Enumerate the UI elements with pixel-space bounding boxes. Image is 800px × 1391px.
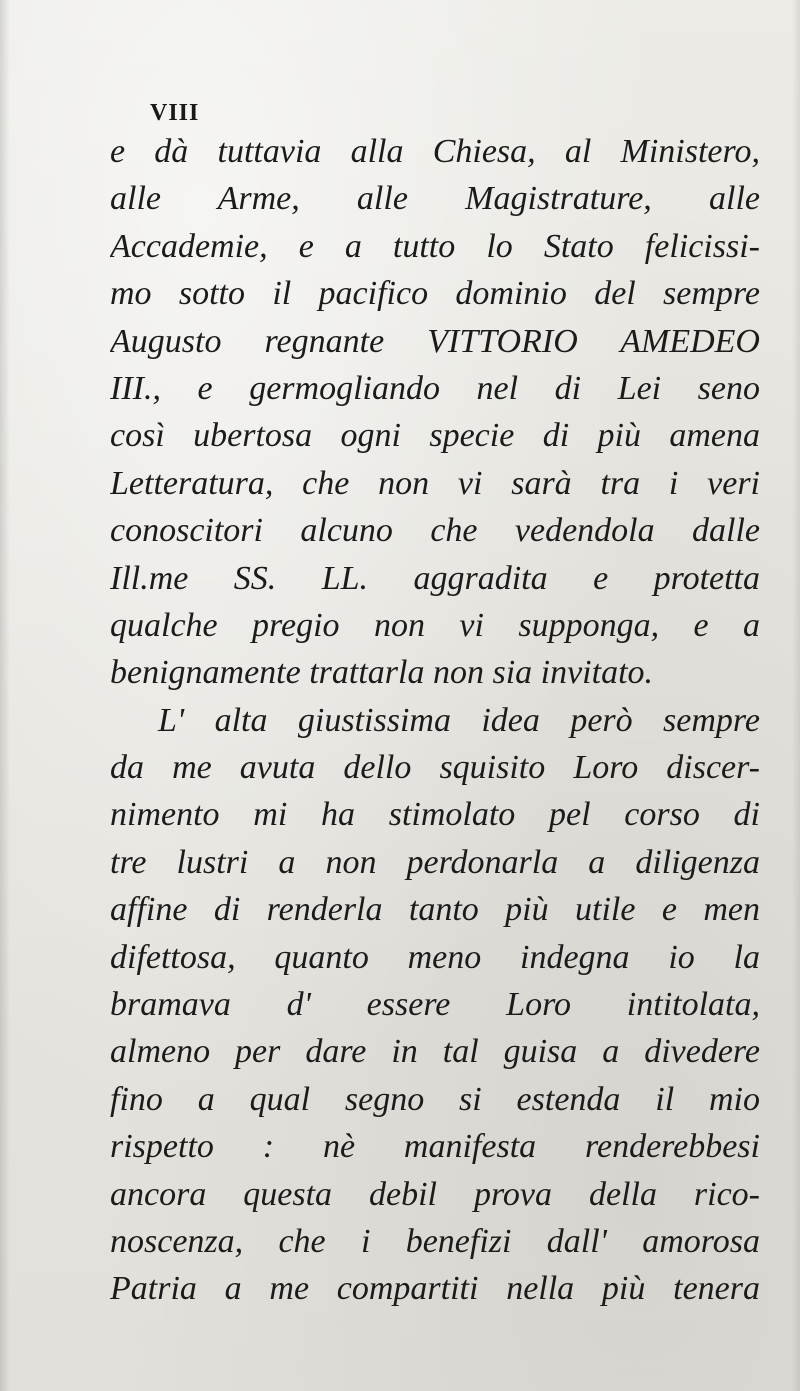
text-line: qualche pregio non vi supponga, e a [110, 606, 760, 644]
text-line: III., e germogliando nel di Lei seno [110, 369, 760, 407]
text-line: fino a qual segno si estenda il mio [110, 1080, 760, 1118]
page-number: VIII [150, 100, 200, 126]
text-line: alle Arme, alle Magistrature, alle [110, 180, 760, 218]
text-line: e dà tuttavia alla Chiesa, al Ministero, [110, 133, 760, 170]
text-line: noscenza, che i benefizi dall' amorosa [110, 1222, 760, 1260]
text-line-paragraph-end: benignamente trattarla non sia invitato. [110, 654, 654, 692]
text-line: rispetto : nè manifesta renderebbesi [110, 1128, 760, 1166]
text-line: così ubertosa ogni specie di più amena [110, 417, 760, 455]
text-line: da me avuta dello squisito Loro discer- [110, 749, 760, 787]
text-line: difettosa, quanto meno indegna io la [110, 938, 760, 976]
text-line: Ill.me SS. LL. aggradita e protetta [110, 559, 760, 597]
page-edge-shadow-right [792, 0, 800, 1391]
text-line: Augusto regnante VITTORIO AMEDEO [110, 322, 760, 360]
page-edge-shadow-left [0, 0, 10, 1391]
text-line: tre lustri a non perdonarla a diligenza [110, 843, 760, 881]
text-line: affine di renderla tanto più utile e men [110, 891, 760, 929]
text-line: bramava d' essere Loro intitolata, [110, 986, 760, 1024]
text-line: conoscitori alcuno che vedendola dalle [110, 512, 760, 550]
text-line: mo sotto il pacifico dominio del sempre [110, 275, 760, 313]
text-line: Accademie, e a tutto lo Stato felicissi- [110, 227, 760, 265]
text-line: ancora questa debil prova della rico- [110, 1175, 760, 1213]
body-text [110, 128, 760, 1313]
text-line: nimento mi ha stimolato pel corso di [110, 796, 760, 834]
text-line: Letteratura, che non vi sarà tra i veri [110, 464, 760, 502]
text-line: almeno per dare in tal guisa a divedere [110, 1033, 760, 1071]
text-line: Patria a me compartiti nella più tenera [110, 1270, 760, 1308]
text-line-paragraph-start: L' alta giustissima idea però sempre [158, 701, 760, 739]
